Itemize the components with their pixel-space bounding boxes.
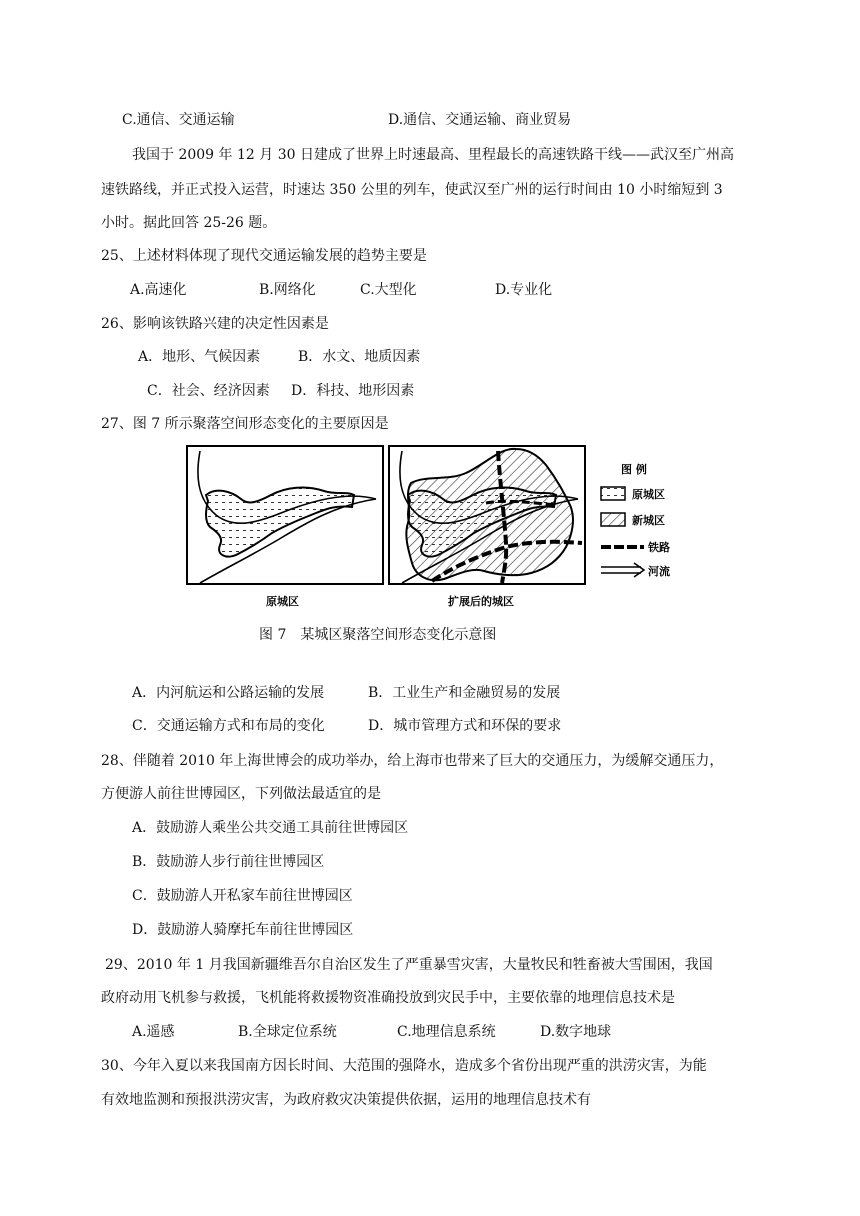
q26-option-b: B．水文、地质因素 [298, 349, 421, 365]
q25-stem: 25、上述材料体现了现代交通运输发展的趋势主要是 [101, 248, 427, 264]
q27-option-c: C．交通运输方式和布局的变化 [132, 718, 325, 734]
q27-option-b: B．工业生产和金融贸易的发展 [368, 685, 561, 701]
q26-option-a: A．地形、气候因素 [138, 349, 261, 365]
q28-stem-line-1: 28、伴随着 2010 年上海世博会的成功举办，给上海市也带来了巨大的交通压力，为缓解交通压力， [101, 753, 724, 769]
q30-stem-line-2: 有效地监测和预报洪涝灾害，为政府救灾决策提供依据，运用的地理信息技术有 [101, 1092, 591, 1108]
q30-stem-line-1: 30、今年入夏以来我国南方因长时间、大范围的强降水，造成多个省份出现严重的洪涝灾害，为能 [101, 1058, 707, 1074]
q29-option-a: A.遥感 [132, 1024, 175, 1040]
passage-line-1: 我国于 2009 年 12 月 30 日建成了世界上时速最高、里程最长的高速铁路干线——武汉至广州高 [132, 147, 734, 163]
q29-stem-line-1: 29、2010 年 1 月我国新疆维吾尔自治区发生了严重暴雪灾害，大量牧民和牲畜被大雪围困，我国 [105, 957, 713, 973]
original-city-panel [187, 446, 383, 584]
q27-option-a: A．内河航运和公路运输的发展 [132, 685, 325, 701]
map-legend [601, 462, 670, 578]
q28-stem-line-2: 方便游人前往世博园区，下列做法最适宜的是 [101, 786, 381, 802]
q25-option-d: D.专业化 [495, 282, 553, 298]
q28-option-a: A．鼓励游人乘坐公共交通工具前往世博园区 [132, 820, 409, 836]
q28-option-c: C．鼓励游人开私家车前往世博园区 [132, 888, 353, 904]
legend-swatch-new [601, 513, 625, 526]
q25-option-b: B.网络化 [259, 282, 316, 298]
q25-option-a: A.高速化 [130, 282, 187, 298]
q29-option-c: C.地理信息系统 [397, 1024, 496, 1040]
figure-7-map [186, 443, 676, 613]
right-panel-label: 扩展后的城区 [448, 595, 514, 608]
q24-option-d: D.通信、交通运输、商业贸易 [388, 112, 572, 128]
legend-swatch-original [601, 487, 625, 500]
legend-title: 图 例 [621, 463, 647, 476]
q25-option-c: C.大型化 [360, 282, 417, 298]
q28-option-d: D．鼓励游人骑摩托车前往世博园区 [132, 922, 354, 938]
q26-option-c: C．社会、经济因素 [147, 383, 270, 399]
q29-option-d: D.数字地球 [540, 1024, 612, 1040]
expanded-city-panel [389, 446, 585, 584]
q27-stem: 27、图 7 所示聚落空间形态变化的主要原因是 [101, 416, 389, 432]
q27-option-d: D．城市管理方式和环保的要求 [368, 718, 562, 734]
q26-option-d: D．科技、地形因素 [291, 383, 415, 399]
passage-line-2: 速铁路线，并正式投入运营，时速达 350 公里的列车，使武汉至广州的运行时间由 10 小时缩短到 3 [101, 182, 723, 198]
passage-line-3: 小时。据此回答 25-26 题。 [101, 215, 277, 231]
legend-railway: 铁路 [648, 541, 670, 554]
legend-new: 新城区 [632, 514, 665, 527]
q24-option-c: C.通信、交通运输 [122, 112, 235, 128]
q29-stem-line-2: 政府动用飞机参与救援，飞机能将救援物资准确投放到灾民手中，主要依靠的地理信息技术是 [101, 990, 675, 1006]
q26-stem: 26、影响该铁路兴建的决定性因素是 [101, 316, 329, 332]
q28-option-b: B．鼓励游人步行前往世博园区 [132, 854, 325, 870]
legend-original: 原城区 [632, 488, 665, 501]
q29-option-b: B.全球定位系统 [238, 1024, 337, 1040]
legend-river: 河流 [648, 565, 670, 578]
figure-7-caption: 图 7 某城区聚落空间形态变化示意图 [259, 627, 497, 643]
legend-swatch-river [601, 563, 644, 577]
left-panel-label: 原城区 [266, 595, 299, 608]
